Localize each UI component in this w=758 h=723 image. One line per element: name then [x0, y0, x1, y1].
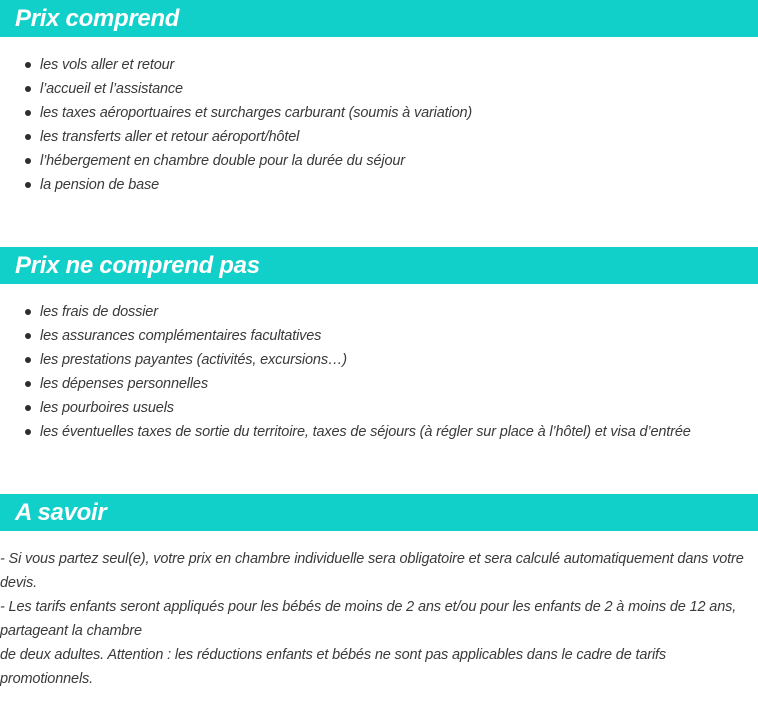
- paragraph-line: - Si vous partez seul(e), votre prix en chambre individuelle sera obligatoire et sera calculé automatiquement dans votre: [0, 551, 744, 567]
- bullet-icon: [25, 110, 31, 116]
- paragraph-line: de deux adultes. Attention : les réductions enfants et bébés ne sont pas applicables dans le cadre de tarifs promotionnels.: [0, 647, 667, 687]
- section-title: Prix ne comprend pas: [15, 252, 260, 279]
- bullet-icon: [25, 405, 31, 411]
- paragraph-line: - Les tarifs enfants seront appliqués pour les bébés de moins de 2 ans et/ou pour les enfants de 2 à moins de 12 ans,: [0, 599, 737, 615]
- list-item: les assurances complémentaires facultatives: [0, 324, 691, 348]
- list-item: les transferts aller et retour aéroport/hôtel: [0, 125, 472, 149]
- bullet-icon: [25, 134, 31, 140]
- bullet-icon: [25, 309, 31, 315]
- section-header-prix-ne-comprend-pas: [0, 247, 758, 284]
- included-list: [0, 53, 472, 197]
- list-item: les prestations payantes (activités, excursions…): [0, 348, 691, 372]
- paragraph-line: devis.: [0, 575, 37, 591]
- info-paragraph: [0, 547, 758, 691]
- list-item: la pension de base: [0, 173, 472, 197]
- list-item: les éventuelles taxes de sortie du territoire, taxes de séjours (à régler sur place à l’hôtel) et visa d’entrée: [0, 420, 691, 444]
- list-item: les taxes aéroportuaires et surcharges carburant (soumis à variation): [0, 101, 472, 125]
- bullet-icon: [25, 86, 31, 92]
- paragraph-line: partageant la chambre: [0, 623, 142, 639]
- bullet-icon: [25, 182, 31, 188]
- excluded-list: [0, 300, 691, 444]
- section-header-a-savoir: [0, 494, 758, 531]
- list-item: l’hébergement en chambre double pour la durée du séjour: [0, 149, 472, 173]
- section-title: Prix comprend: [15, 5, 180, 32]
- list-item: les frais de dossier: [0, 300, 691, 324]
- list-item: l’accueil et l’assistance: [0, 77, 472, 101]
- list-item: les vols aller et retour: [0, 53, 472, 77]
- bullet-icon: [25, 333, 31, 339]
- bullet-icon: [25, 381, 31, 387]
- bullet-icon: [25, 158, 31, 164]
- section-header-prix-comprend: [0, 0, 758, 37]
- list-item: les pourboires usuels: [0, 396, 691, 420]
- bullet-icon: [25, 62, 31, 68]
- bullet-icon: [25, 357, 31, 363]
- section-title: A savoir: [15, 499, 107, 526]
- list-item: les dépenses personnelles: [0, 372, 691, 396]
- bullet-icon: [25, 429, 31, 435]
